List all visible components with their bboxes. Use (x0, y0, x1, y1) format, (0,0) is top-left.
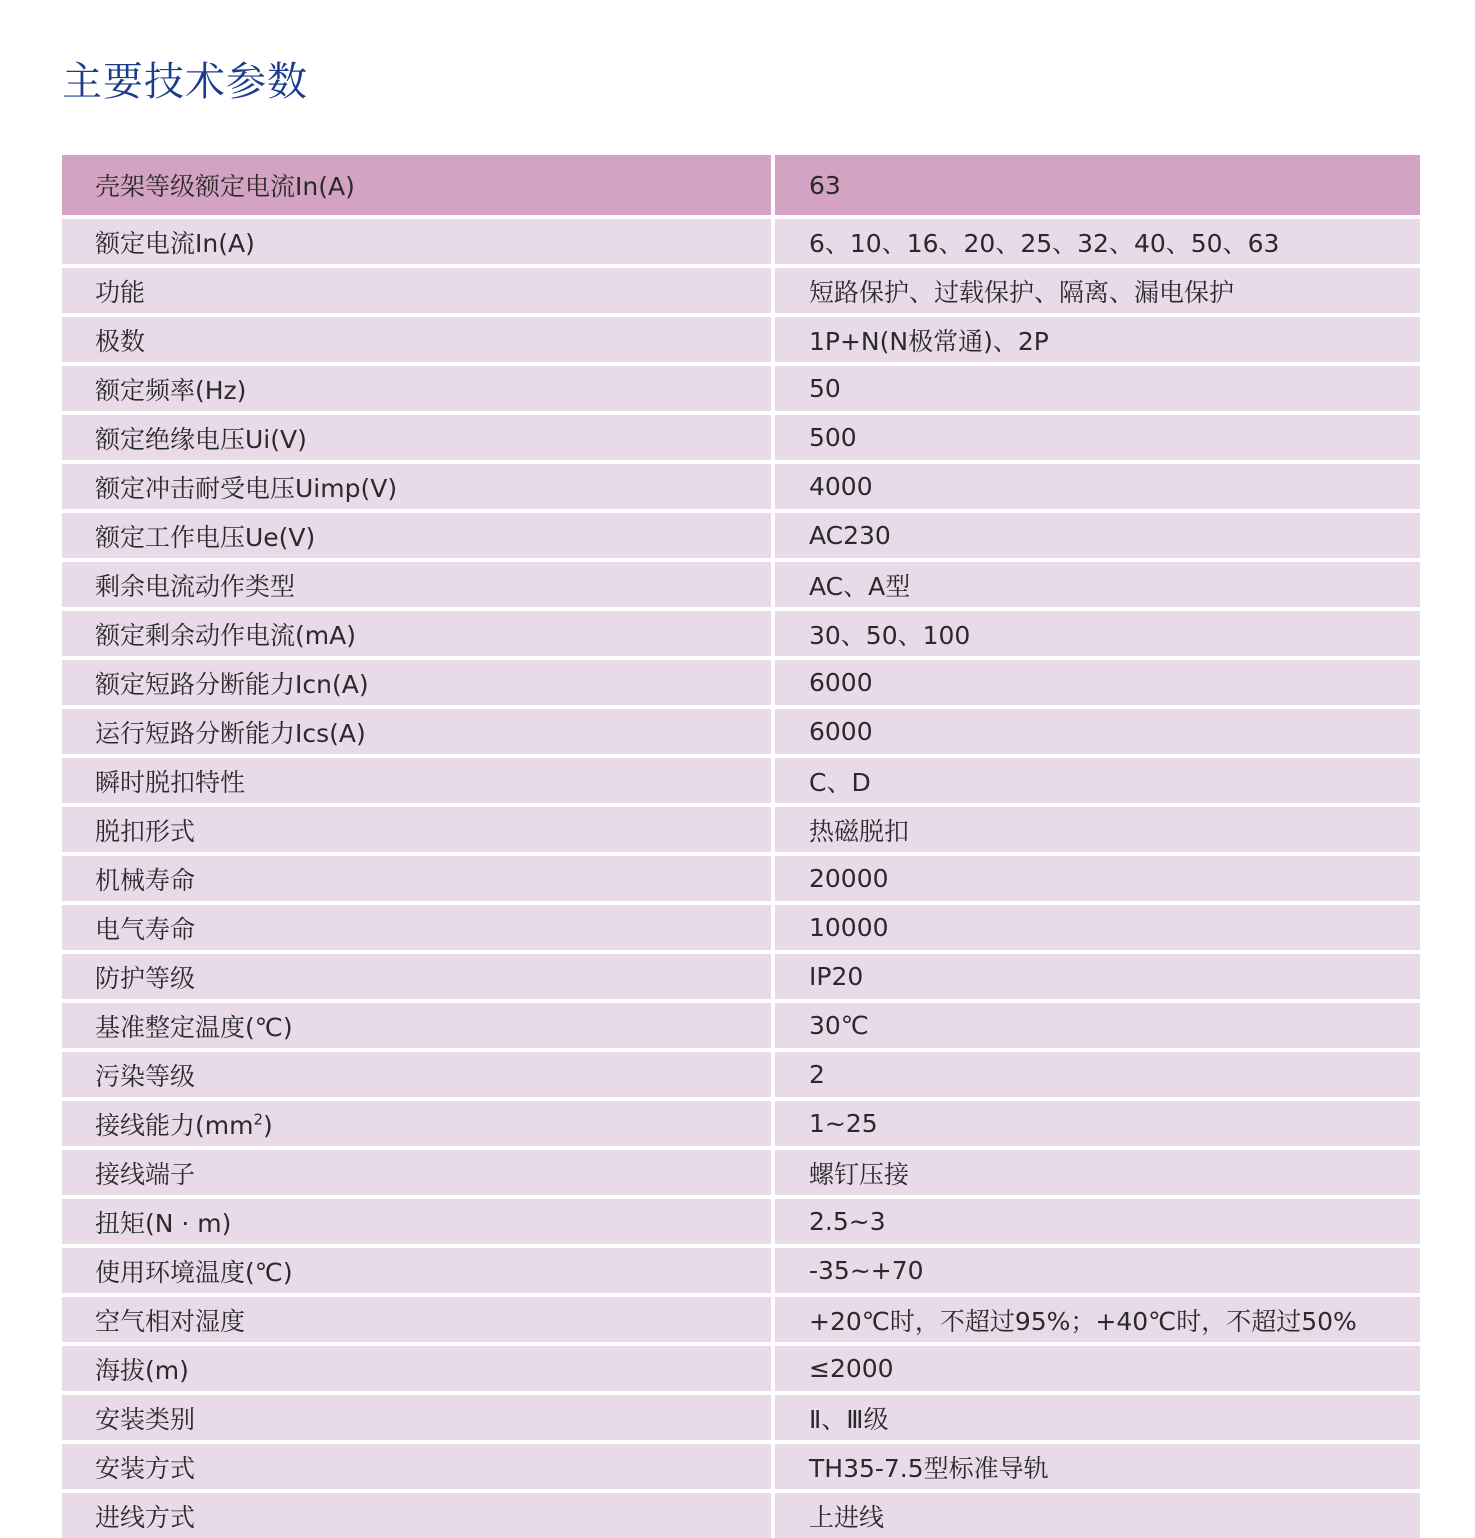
row-value: 6、10、16、20、25、32、40、50、63 (773, 217, 1420, 266)
table-row (62, 1393, 1420, 1442)
row-value: ≤2000 (773, 1344, 1420, 1393)
table-row (62, 364, 1420, 413)
row-label: 海拔(m) (62, 1344, 773, 1393)
row-value: 500 (773, 413, 1420, 462)
table-row (62, 266, 1420, 315)
page-title: 主要技术参数 (62, 59, 308, 105)
row-value: +20℃时，不超过95%；+40℃时，不超过50% (773, 1295, 1420, 1344)
row-value: AC230 (773, 511, 1420, 560)
row-label: 剩余电流动作类型 (62, 560, 773, 609)
header-value: 63 (773, 155, 1420, 217)
table-row (62, 1099, 1420, 1148)
row-value: 短路保护、过载保护、隔离、漏电保护 (773, 266, 1420, 315)
row-value: 上进线 (773, 1491, 1420, 1538)
row-label: 污染等级 (62, 1050, 773, 1099)
table-row (62, 315, 1420, 364)
row-value: 4000 (773, 462, 1420, 511)
row-label: 基准整定温度(℃) (62, 1001, 773, 1050)
table-row (62, 707, 1420, 756)
row-value: 20000 (773, 854, 1420, 903)
table-row (62, 1001, 1420, 1050)
table-row (62, 805, 1420, 854)
table-row (62, 413, 1420, 462)
table-row (62, 1246, 1420, 1295)
table-row (62, 1197, 1420, 1246)
row-label: 额定电流In(A) (62, 217, 773, 266)
row-label: 功能 (62, 266, 773, 315)
row-label: 空气相对湿度 (62, 1295, 773, 1344)
row-label: 运行短路分断能力Ics(A) (62, 707, 773, 756)
row-label: 接线端子 (62, 1148, 773, 1197)
row-value: IP20 (773, 952, 1420, 1001)
table-row (62, 217, 1420, 266)
row-value: C、D (773, 756, 1420, 805)
row-value: AC、A型 (773, 560, 1420, 609)
table-row (62, 854, 1420, 903)
table-row (62, 511, 1420, 560)
row-value: Ⅱ、Ⅲ级 (773, 1393, 1420, 1442)
row-value: 6000 (773, 707, 1420, 756)
row-value: 1P+N(N极常通)、2P (773, 315, 1420, 364)
table-row (62, 1491, 1420, 1538)
row-value: -35~+70 (773, 1246, 1420, 1295)
row-value: 2.5~3 (773, 1197, 1420, 1246)
row-value: 10000 (773, 903, 1420, 952)
row-label: 扭矩(N · m) (62, 1197, 773, 1246)
table-row (62, 903, 1420, 952)
row-value: 1~25 (773, 1099, 1420, 1148)
row-label: 极数 (62, 315, 773, 364)
superscript-two: 2 (253, 1110, 264, 1129)
row-label: 瞬时脱扣特性 (62, 756, 773, 805)
row-label-text: 接线能力(mm (95, 1110, 254, 1140)
table-row (62, 609, 1420, 658)
row-label: 安装方式 (62, 1442, 773, 1491)
row-label: 电气寿命 (62, 903, 773, 952)
row-label: 额定短路分断能力Icn(A) (62, 658, 773, 707)
table-row (62, 462, 1420, 511)
table-row (62, 1295, 1420, 1344)
row-value: 螺钉压接 (773, 1148, 1420, 1197)
table-row (62, 658, 1420, 707)
table-row (62, 1344, 1420, 1393)
header-label: 壳架等级额定电流In(A) (62, 155, 773, 217)
row-label: 防护等级 (62, 952, 773, 1001)
table-header-row (62, 155, 1420, 217)
row-label: 额定冲击耐受电压Uimp(V) (62, 462, 773, 511)
row-label: 额定剩余动作电流(mA) (62, 609, 773, 658)
row-value: 2 (773, 1050, 1420, 1099)
row-label: 脱扣形式 (62, 805, 773, 854)
row-label: 机械寿命 (62, 854, 773, 903)
row-label-wiring-capacity (62, 1099, 773, 1148)
table-row (62, 1050, 1420, 1099)
row-label: 使用环境温度(℃) (62, 1246, 773, 1295)
row-label-suffix: ) (263, 1110, 273, 1140)
row-label: 额定工作电压Ue(V) (62, 511, 773, 560)
table-row (62, 1442, 1420, 1491)
row-label: 进线方式 (62, 1491, 773, 1538)
row-value: 热磁脱扣 (773, 805, 1420, 854)
row-value: TH35-7.5型标准导轨 (773, 1442, 1420, 1491)
row-value: 30℃ (773, 1001, 1420, 1050)
table-row (62, 756, 1420, 805)
table-row (62, 560, 1420, 609)
table-row (62, 952, 1420, 1001)
spec-table (62, 155, 1420, 1538)
table-row (62, 1148, 1420, 1197)
row-value: 50 (773, 364, 1420, 413)
row-label: 安装类别 (62, 1393, 773, 1442)
row-label: 额定频率(Hz) (62, 364, 773, 413)
row-value: 6000 (773, 658, 1420, 707)
row-value: 30、50、100 (773, 609, 1420, 658)
row-label: 额定绝缘电压Ui(V) (62, 413, 773, 462)
